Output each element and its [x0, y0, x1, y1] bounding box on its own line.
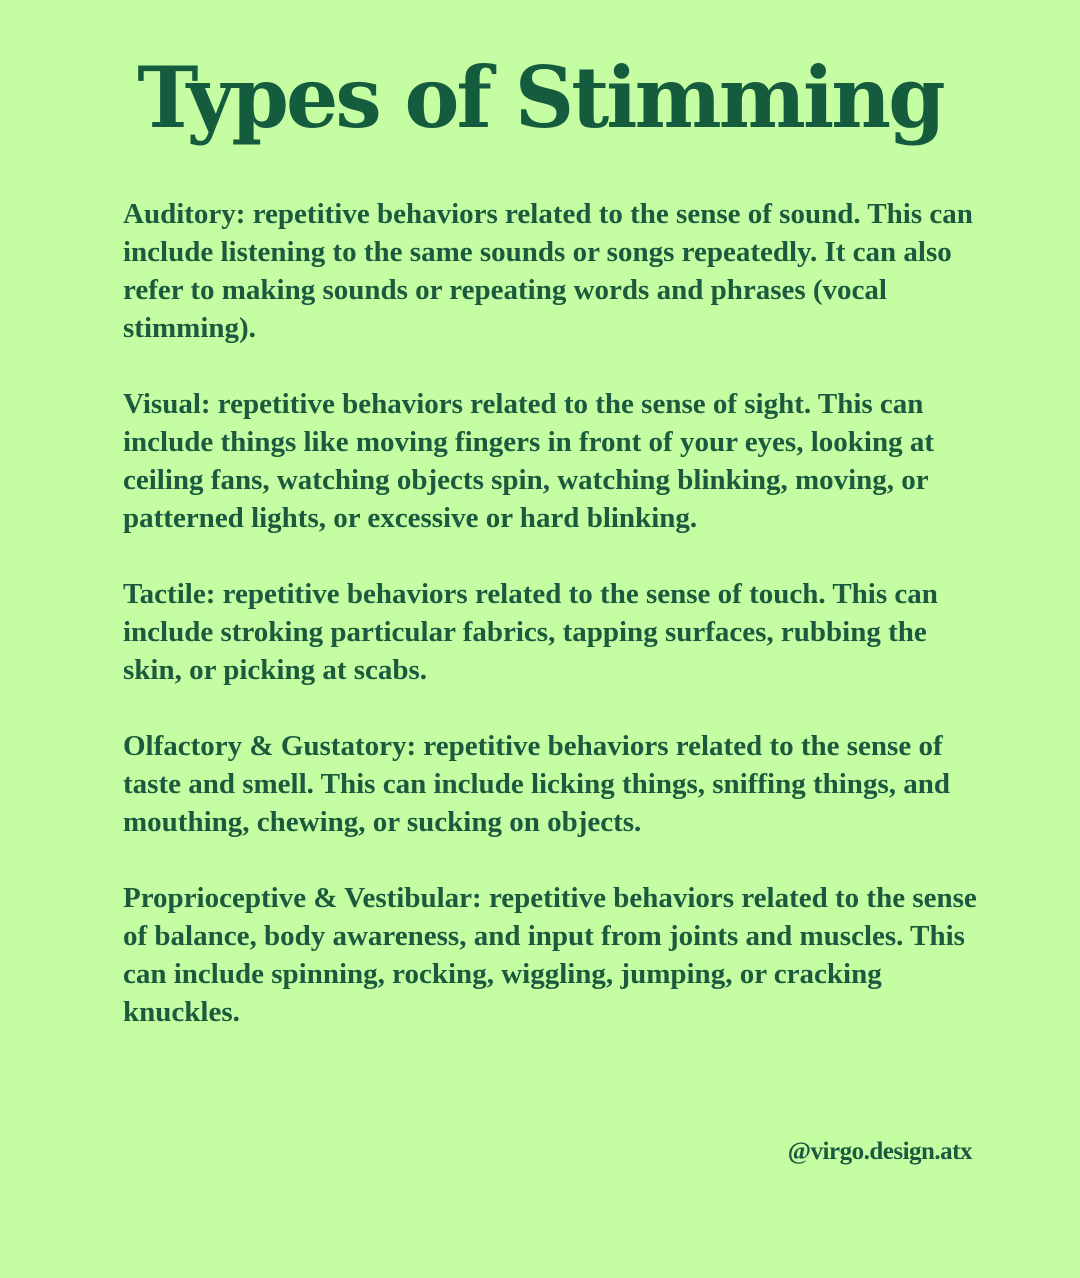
paragraph-proprioceptive-vestibular: Proprioceptive & Vestibular: repetitive behaviors related to the sense of balance, body awareness, and input from joints and muscles. This can include spinning, rocking, wiggling, jumping, or cracking knuckles. — [123, 882, 977, 1028]
paragraph-visual: Visual: repetitive behaviors related to the sense of sight. This can include things like moving fingers in front of your eyes, looking at ceiling fans, watching objects spin, watching blinking, moving, or patterned lights, or excessive or hard blinking. — [123, 388, 934, 534]
paragraph-auditory: Auditory: repetitive behaviors related to the sense of sound. This can include listening to the same sounds or songs repeatedly. It can also refer to making sounds or repeating words and phrases (vocal stimming). — [123, 198, 973, 344]
author-handle: @virgo.design.atx — [787, 1138, 972, 1165]
paragraph-olfactory-gustatory: Olfactory & Gustatory: repetitive behaviors related to the sense of taste and smell. This can include licking things, sniffing things, and mouthing, chewing, or sucking on objects. — [123, 730, 950, 838]
paragraph-tactile: Tactile: repetitive behaviors related to the sense of touch. This can include stroking particular fabrics, tapping surfaces, rubbing the skin, or picking at scabs. — [123, 578, 938, 686]
page-title: Types of Stimming — [137, 48, 943, 147]
stimming-types-list — [123, 195, 983, 1069]
